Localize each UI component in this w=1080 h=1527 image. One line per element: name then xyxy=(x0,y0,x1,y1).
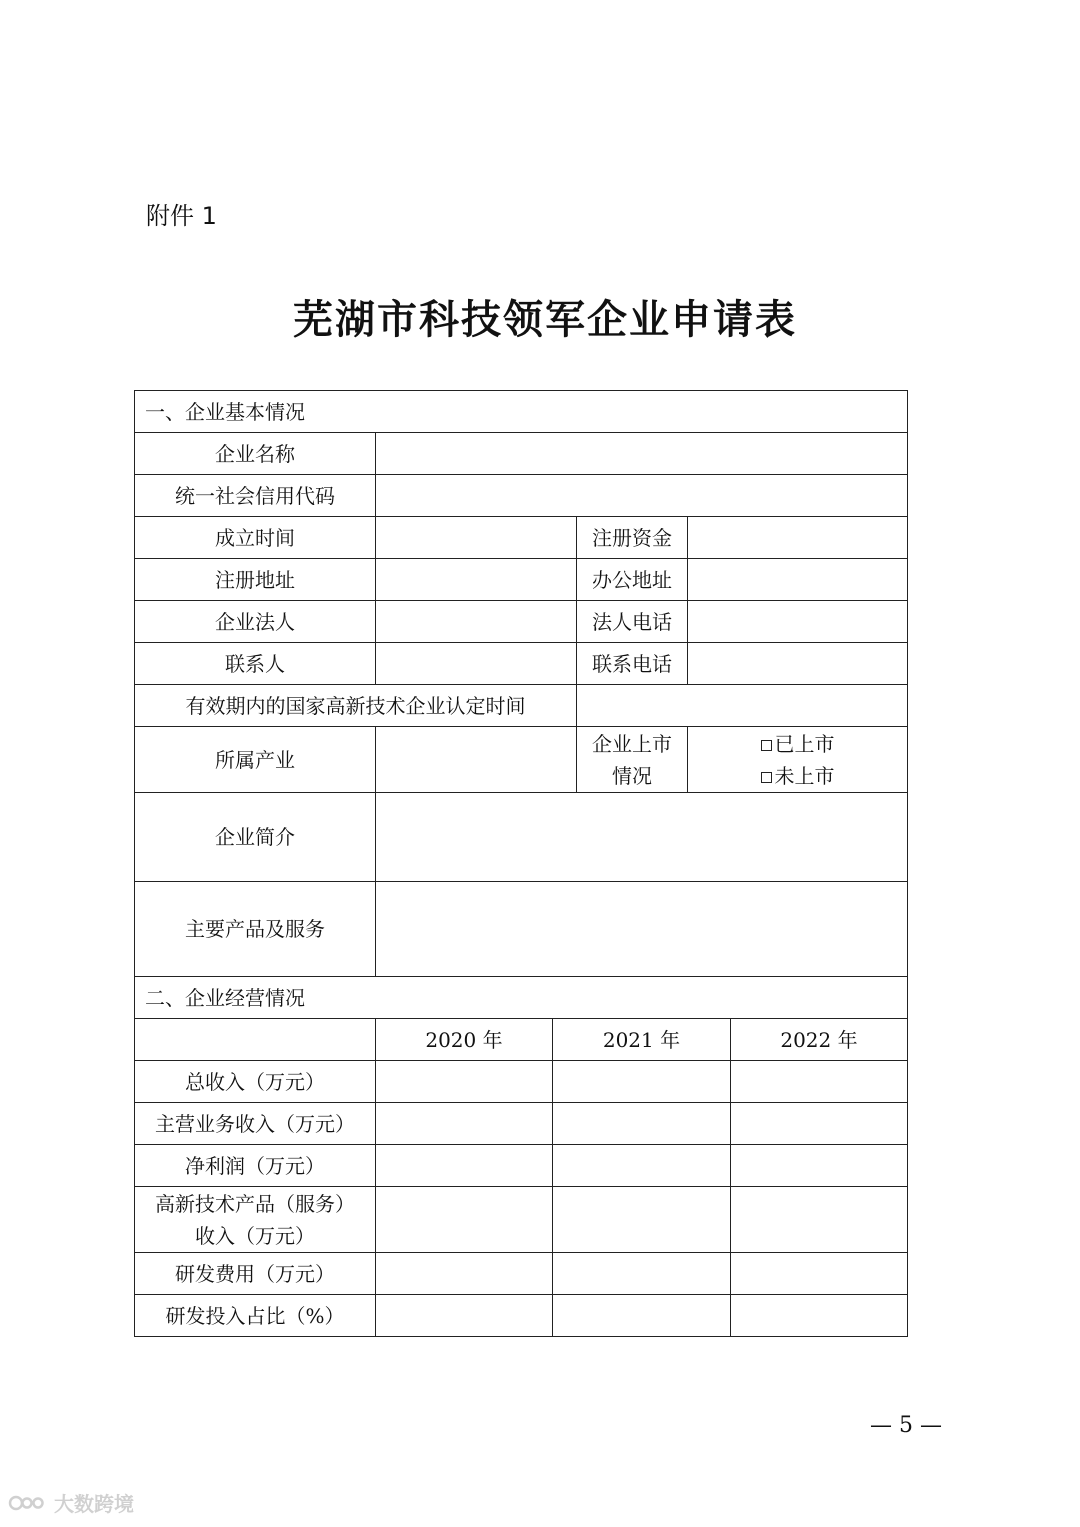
hightech-revenue-label xyxy=(135,1187,376,1253)
legal-person-field[interactable] xyxy=(376,601,577,643)
section2-heading: 二、企业经营情况 xyxy=(135,977,908,1019)
legal-phone-field[interactable] xyxy=(688,601,908,643)
main-products-field[interactable] xyxy=(376,882,908,977)
registered-address-field[interactable] xyxy=(376,559,577,601)
main-products-label: 主要产品及服务 xyxy=(135,882,376,977)
contact-field[interactable] xyxy=(376,643,577,685)
total-revenue-2021-field[interactable] xyxy=(553,1061,731,1103)
hightech-revenue-label-line2: 收入（万元） xyxy=(195,1223,315,1248)
hightech-revenue-2021-field[interactable] xyxy=(553,1187,731,1253)
section1-heading: 一、企业基本情况 xyxy=(135,391,908,433)
registered-capital-label: 注册资金 xyxy=(577,517,688,559)
company-profile-field[interactable] xyxy=(376,793,908,882)
registered-address-label: 注册地址 xyxy=(135,559,376,601)
unlisted-option-label: 未上市 xyxy=(774,763,835,788)
checkbox-icon[interactable] xyxy=(761,740,772,751)
legal-phone-label: 法人电话 xyxy=(577,601,688,643)
founded-field[interactable] xyxy=(376,517,577,559)
year-2021-header: 2021 年 xyxy=(553,1019,731,1061)
page-number: — 5 — xyxy=(870,1413,942,1438)
contact-phone-field[interactable] xyxy=(688,643,908,685)
rd-cost-2021-field[interactable] xyxy=(553,1253,731,1295)
founded-label: 成立时间 xyxy=(135,517,376,559)
registered-capital-field[interactable] xyxy=(688,517,908,559)
checkbox-icon[interactable] xyxy=(761,772,772,783)
watermark-logo-icon xyxy=(8,1492,48,1514)
listing-label-line2: 情况 xyxy=(612,763,652,788)
hightech-cert-time-label: 有效期内的国家高新技术企业认定时间 xyxy=(135,685,577,727)
main-revenue-2020-field[interactable] xyxy=(376,1103,553,1145)
industry-label: 所属产业 xyxy=(135,727,376,793)
year-header-blank xyxy=(135,1019,376,1061)
industry-field[interactable] xyxy=(376,727,577,793)
office-address-label: 办公地址 xyxy=(577,559,688,601)
credit-code-label: 统一社会信用代码 xyxy=(135,475,376,517)
rd-ratio-2022-field[interactable] xyxy=(731,1295,908,1337)
net-profit-label: 净利润（万元） xyxy=(135,1145,376,1187)
application-form-table xyxy=(134,390,908,1337)
main-revenue-label: 主营业务收入（万元） xyxy=(135,1103,376,1145)
year-2020-header: 2020 年 xyxy=(376,1019,553,1061)
listing-status-label xyxy=(577,727,688,793)
total-revenue-2022-field[interactable] xyxy=(731,1061,908,1103)
company-name-label: 企业名称 xyxy=(135,433,376,475)
net-profit-2022-field[interactable] xyxy=(731,1145,908,1187)
rd-cost-label: 研发费用（万元） xyxy=(135,1253,376,1295)
total-revenue-label: 总收入（万元） xyxy=(135,1061,376,1103)
net-profit-2021-field[interactable] xyxy=(553,1145,731,1187)
listed-option[interactable] xyxy=(694,728,901,760)
listed-option-label: 已上市 xyxy=(774,731,835,756)
year-2022-header: 2022 年 xyxy=(731,1019,908,1061)
unlisted-option[interactable] xyxy=(694,760,901,792)
hightech-cert-time-field[interactable] xyxy=(577,685,908,727)
credit-code-field[interactable] xyxy=(376,475,908,517)
net-profit-2020-field[interactable] xyxy=(376,1145,553,1187)
rd-ratio-2021-field[interactable] xyxy=(553,1295,731,1337)
hightech-revenue-2020-field[interactable] xyxy=(376,1187,553,1253)
attachment-label: 附件 1 xyxy=(146,202,217,230)
company-name-field[interactable] xyxy=(376,433,908,475)
hightech-revenue-label-line1: 高新技术产品（服务） xyxy=(155,1191,355,1216)
office-address-field[interactable] xyxy=(688,559,908,601)
rd-ratio-label: 研发投入占比（%） xyxy=(135,1295,376,1337)
rd-cost-2022-field[interactable] xyxy=(731,1253,908,1295)
form-title: 芜湖市科技领军企业申请表 xyxy=(293,296,797,343)
watermark-text: 大数跨境 xyxy=(54,1492,134,1516)
hightech-revenue-2022-field[interactable] xyxy=(731,1187,908,1253)
listing-label-line1: 企业上市 xyxy=(592,731,672,756)
company-profile-label: 企业简介 xyxy=(135,793,376,882)
rd-cost-2020-field[interactable] xyxy=(376,1253,553,1295)
listing-options xyxy=(688,727,908,793)
contact-label: 联系人 xyxy=(135,643,376,685)
rd-ratio-2020-field[interactable] xyxy=(376,1295,553,1337)
legal-person-label: 企业法人 xyxy=(135,601,376,643)
watermark xyxy=(8,1488,134,1517)
total-revenue-2020-field[interactable] xyxy=(376,1061,553,1103)
main-revenue-2022-field[interactable] xyxy=(731,1103,908,1145)
main-revenue-2021-field[interactable] xyxy=(553,1103,731,1145)
contact-phone-label: 联系电话 xyxy=(577,643,688,685)
